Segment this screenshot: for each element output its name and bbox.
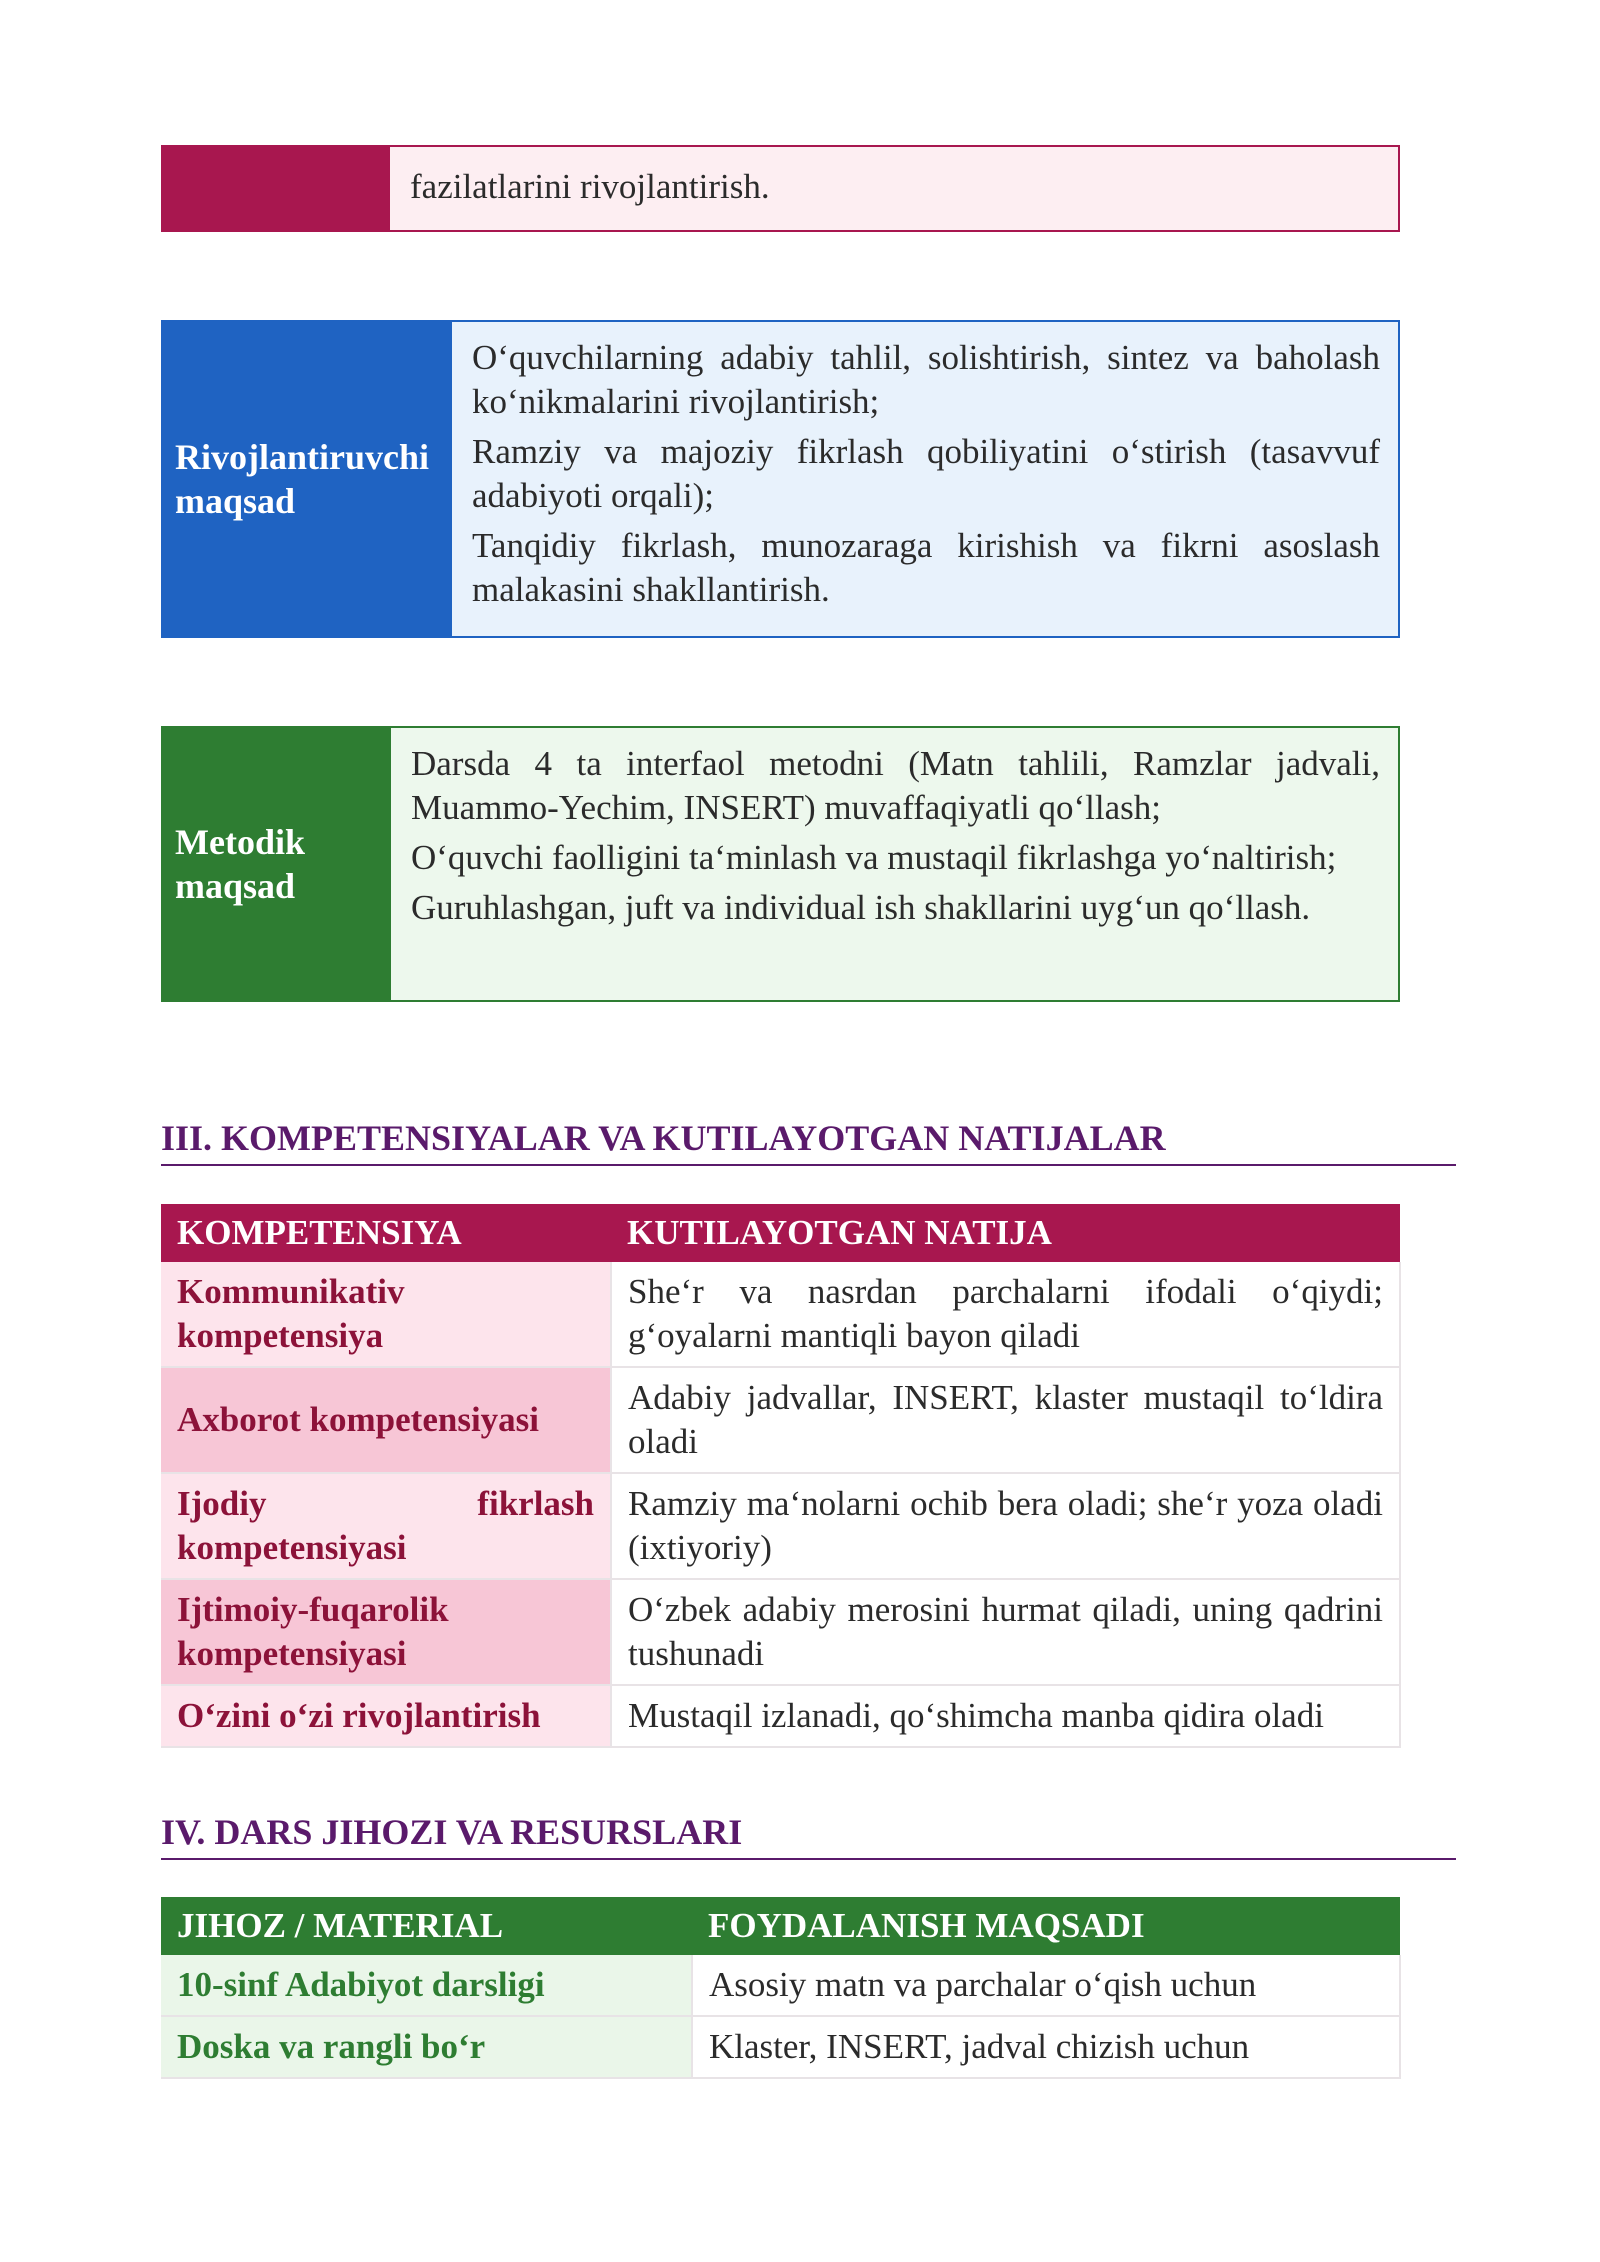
- material-column-header: JIHOZ / MATERIAL: [161, 1897, 692, 1955]
- competence-cell: O‘zini o‘zi rivojlantirish: [161, 1685, 611, 1747]
- methodical-goal-item: O‘quvchi faolligini ta‘minlash va mustaqil fikrlashga yo‘naltirish;: [411, 838, 1337, 877]
- table-row: [161, 1367, 1400, 1473]
- developmental-goal-item: Ramziy va majoziy fikrlash qobiliyatini o‘stirish (tasavvuf adabiyoti orqali);: [472, 432, 1380, 515]
- result-cell: Ramziy ma‘nolarni ochib bera oladi; she‘r yoza oladi (ixtiyoriy): [611, 1473, 1400, 1579]
- competence-cell: Kommunikativ kompetensiya: [161, 1262, 611, 1367]
- equipment-table: [161, 1897, 1401, 2079]
- competence-cell: Ijtimoiy-fuqarolik kompetensiyasi: [161, 1579, 611, 1685]
- methodical-goal-body: [391, 728, 1398, 1000]
- table-row: [161, 1685, 1400, 1747]
- table-row: [161, 1579, 1400, 1685]
- moral-goal-body: [390, 147, 1398, 230]
- developmental-goal-item: O‘quvchilarning adabiy tahlil, solishtirish, sintez va baholash ko‘nikmalarini rivojlantirish;: [472, 338, 1380, 421]
- purpose-cell: Asosiy matn va parchalar o‘qish uchun: [692, 1955, 1400, 2016]
- competence-cell: Ijodiy fikrlash kompetensiyasi: [161, 1473, 611, 1579]
- developmental-goal-body: [452, 322, 1398, 636]
- purpose-column-header: FOYDALANISH MAQSADI: [692, 1897, 1400, 1955]
- competence-table: [161, 1204, 1401, 1748]
- material-cell: 10-sinf Adabiyot darsligi: [161, 1955, 692, 2016]
- moral-goal-label: [163, 147, 390, 230]
- table-row: [161, 1955, 1400, 2016]
- methodical-goal-box: [161, 726, 1400, 1002]
- methodical-goal-label: Metodik maqsad: [163, 728, 391, 1000]
- moral-goal-item: fazilatlarini rivojlantirish.: [410, 167, 770, 206]
- table-row: [161, 1473, 1400, 1579]
- result-cell: Mustaqil izlanadi, qo‘shimcha manba qidira oladi: [611, 1685, 1400, 1747]
- methodical-goal-item: Darsda 4 ta interfaol metodni (Matn tahlili, Ramzlar jadvali, Muammo-Yechim, INSERT) muvaffaqiyatli qo‘llash;: [411, 744, 1380, 827]
- result-cell: O‘zbek adabiy merosini hurmat qiladi, uning qadrini tushunadi: [611, 1579, 1400, 1685]
- result-cell: Adabiy jadvallar, INSERT, klaster mustaqil to‘ldira oladi: [611, 1367, 1400, 1473]
- moral-goal-box: [161, 145, 1400, 232]
- material-cell: Doska va rangli bo‘r: [161, 2016, 692, 2078]
- methodical-goal-item: Guruhlashgan, juft va individual ish shakllarini uyg‘un qo‘llash.: [411, 888, 1311, 927]
- developmental-goal-label: Rivojlantiruvchi maqsad: [163, 322, 452, 636]
- competence-column-header: KOMPETENSIYA: [161, 1204, 611, 1262]
- section-3-heading: III. KOMPETENSIYALAR VA KUTILAYOTGAN NATIJALAR: [161, 1116, 1456, 1166]
- equipment-table-header-row: [161, 1897, 1400, 1955]
- table-row: [161, 2016, 1400, 2078]
- competence-table-header-row: [161, 1204, 1400, 1262]
- result-column-header: KUTILAYOTGAN NATIJA: [611, 1204, 1400, 1262]
- competence-cell: Axborot kompetensiyasi: [161, 1367, 611, 1473]
- developmental-goal-box: [161, 320, 1400, 638]
- section-4-heading: IV. DARS JIHOZI VA RESURSLARI: [161, 1810, 1456, 1860]
- purpose-cell: Klaster, INSERT, jadval chizish uchun: [692, 2016, 1400, 2078]
- table-row: [161, 1262, 1400, 1367]
- result-cell: She‘r va nasrdan parchalarni ifodali o‘qiydi; g‘oyalarni mantiqli bayon qiladi: [611, 1262, 1400, 1367]
- developmental-goal-item: Tanqidiy fikrlash, munozaraga kirishish va fikrni asoslash malakasini shakllantirish.: [472, 526, 1380, 609]
